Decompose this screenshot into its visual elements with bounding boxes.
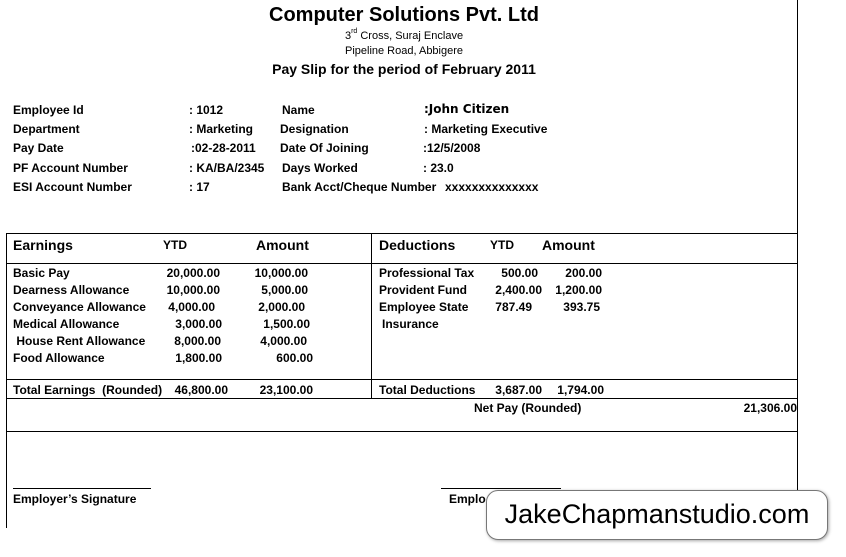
earnings-amount-header: Amount (256, 237, 309, 253)
employee-signature-label: Emplo (449, 492, 486, 506)
table-row: Food Allowance (13, 351, 105, 365)
watermark-badge: JakeChapmanstudio.com (486, 490, 828, 540)
table-row: Basic Pay (13, 266, 70, 280)
deductions-header: Deductions (379, 237, 456, 253)
employer-signature-label: Employer’s Signature (13, 492, 137, 506)
table-row: 200.00 (565, 266, 602, 280)
total-earnings-label: Total Earnings (Rounded) (13, 383, 163, 397)
total-deductions-amount: 1,794.00 (557, 383, 604, 397)
total-earnings-ytd: 46,800.00 (174, 383, 228, 397)
header-bottom-line (6, 263, 798, 264)
days-worked-value: : 23.0 (423, 161, 454, 175)
table-row: Conveyance Allowance (13, 300, 146, 314)
table-row: 3,000.00 (175, 317, 222, 331)
date-of-joining-value: :12/5/2008 (423, 141, 481, 155)
net-pay-bottom-line (6, 431, 798, 432)
table-row: 20,000.00 (166, 266, 220, 280)
table-row: 4,000.00 (260, 334, 307, 348)
name-value: :John Citizen (424, 102, 510, 116)
department-value: : Marketing (189, 122, 254, 136)
deductions-ytd-header: YTD (490, 238, 514, 252)
table-row: 1,800.00 (175, 351, 222, 365)
employee-signature-line (441, 488, 561, 489)
total-earnings-amount: 23,100.00 (259, 383, 313, 397)
column-divider (371, 233, 372, 399)
earnings-ytd-header: YTD (163, 238, 187, 252)
deductions-amount-header: Amount (542, 237, 595, 253)
left-border (6, 233, 7, 528)
table-row-continuation: Insurance (382, 317, 439, 331)
pf-account-label: PF Account Number (13, 161, 128, 175)
address-line-1: 3rd Cross, Suraj Enclave (344, 28, 464, 42)
bank-account-label: Bank Acct/Cheque Number (282, 180, 437, 194)
days-worked-label: Days Worked (282, 161, 358, 175)
table-row: 1,200.00 (555, 283, 602, 297)
right-border (797, 0, 798, 528)
table-row: 8,000.00 (174, 334, 221, 348)
table-row: 10,000.00 (166, 283, 220, 297)
table-row: 1,500.00 (263, 317, 310, 331)
employee-id-label: Employee Id (13, 103, 84, 117)
table-row: Professional Tax (379, 266, 475, 280)
totals-top-line (6, 379, 798, 380)
table-row: Employee State (379, 300, 469, 314)
table-top-line (6, 233, 798, 234)
net-pay-value: 21,306.00 (743, 401, 797, 415)
earnings-header: Earnings (13, 237, 73, 253)
bank-account-value: xxxxxxxxxxxxxx (445, 180, 539, 194)
pf-account-value: : KA/BA/2345 (189, 161, 265, 175)
table-row: Provident Fund (379, 283, 467, 297)
table-row: 393.75 (563, 300, 600, 314)
employee-id-value: : 1012 (189, 103, 224, 117)
table-row: 10,000.00 (254, 266, 308, 280)
totals-bottom-line (6, 398, 798, 399)
table-row: 787.49 (495, 300, 532, 314)
pay-date-value: :02-28-2011 (191, 141, 256, 155)
company-name: Computer Solutions Pvt. Ltd (269, 4, 539, 26)
table-row: Medical Allowance (13, 317, 120, 331)
pay-period-title: Pay Slip for the period of February 2011 (272, 61, 536, 77)
table-row: 600.00 (276, 351, 313, 365)
table-row: 5,000.00 (261, 283, 308, 297)
pay-date-label: Pay Date (13, 141, 64, 155)
designation-label: Designation (280, 122, 349, 136)
total-deductions-ytd: 3,687.00 (495, 383, 542, 397)
table-row: 2,400.00 (495, 283, 542, 297)
total-deductions-label: Total Deductions (379, 383, 476, 397)
name-label: Name (282, 103, 315, 117)
esi-account-value: : 17 (189, 180, 210, 194)
table-row: House Rent Allowance (13, 334, 146, 348)
date-of-joining-label: Date Of Joining (280, 141, 369, 155)
address-line-2: Pipeline Road, Abbigere (344, 45, 464, 57)
designation-value: : Marketing Executive (424, 122, 548, 136)
table-row: 4,000.00 (168, 300, 215, 314)
employer-signature-line (13, 488, 151, 489)
table-row: 2,000.00 (258, 300, 305, 314)
net-pay-label: Net Pay (Rounded) (474, 401, 582, 415)
department-label: Department (13, 122, 80, 136)
esi-account-label: ESI Account Number (13, 180, 132, 194)
table-row: Dearness Allowance (13, 283, 130, 297)
table-row: 500.00 (501, 266, 538, 280)
